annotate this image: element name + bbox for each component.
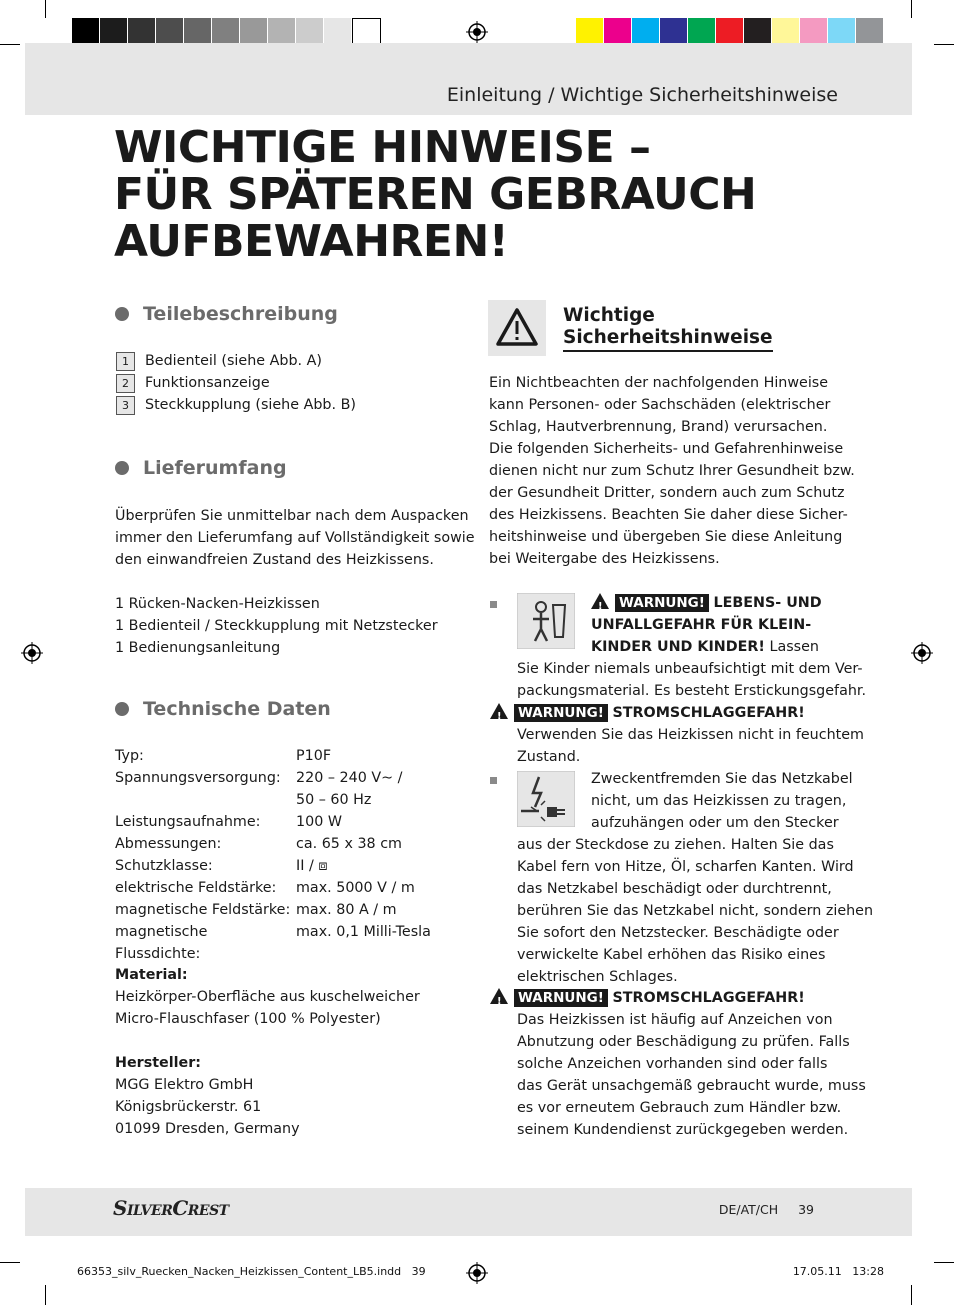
crop-mark <box>934 1262 954 1263</box>
material-block: Material: Heizkörper-Oberfläche aus kuschelweicher Micro-Flauschfaser (100 % Polyester) <box>115 967 420 1027</box>
registration-mark-icon <box>466 21 488 43</box>
square-bullet-icon <box>490 777 497 784</box>
main-title-line: WICHTIGE HINWEISE – <box>114 122 651 173</box>
footer-page-info <box>719 1202 814 1217</box>
warning-triangle-icon <box>488 300 546 356</box>
registration-mark-icon <box>466 1262 488 1284</box>
warning-block-2: !WARNUNG! STROMSCHLAGGEFAHR! <box>490 702 805 724</box>
warning-badge: WARNUNG! <box>615 594 709 612</box>
crop-mark <box>0 44 20 45</box>
list-item: 1 Bedienteil (siehe Abb. A) <box>116 350 356 372</box>
warning-block-1: !WARNUNG! LEBENS- UND UNFALLGEFAHR FÜR KLEIN- KINDER UND KINDER! Lassen <box>591 592 822 658</box>
delivery-list <box>115 593 438 659</box>
registration-mark-icon <box>21 642 43 664</box>
date-time: 17.05.11 13:28 <box>792 1265 884 1278</box>
list-item: 3 Steckkupplung (siehe Abb. B) <box>116 394 356 416</box>
warning-badge: WARNUNG! <box>514 989 608 1007</box>
main-title-line: AUFBEWAHREN! <box>114 216 509 267</box>
bullet-icon <box>115 461 129 475</box>
table-row: 50 – 60 Hz <box>296 792 372 808</box>
warning-triangle-icon <box>490 703 508 719</box>
crop-mark <box>0 1262 20 1263</box>
warning-triangle-icon <box>591 593 609 609</box>
table-row: Abmessungen: ca. 65 x 38 cm <box>115 836 402 852</box>
safety-intro: Ein Nichtbeachten der nachfolgenden Hinweise kann Personen- oder Sachschäden (elektrischer Schlag, Hautverbrennung, Brand) verursachen. Die folgenden Sicherheits- und Gefahrenhinweise dienen nicht nur zum Schutz Ihrer Gesundheit bzw. der Gesundheit Dritter, sondern auch zum Schutz des Heizkissens. Beachten Sie daher diese Sicher- heitshinweise und übergeben Sie diese Anleitung bei Weitergabe des Heizkissens. <box>489 375 855 567</box>
caution-cable-block: Zweckentfremden Sie das Netzkabel nicht, um das Heizkissen zu tragen, aufzuhängen oder um den Stecker <box>591 771 853 831</box>
table-row: elektrische Feldstärke: max. 5000 V / m <box>115 880 415 896</box>
registration-mark-icon <box>911 642 933 664</box>
bullet-icon <box>115 307 129 321</box>
file-info: 66353_silv_Ruecken_Nacken_Heizkissen_Content_LB5.indd 39 <box>77 1265 426 1278</box>
safety-heading: Wichtige Sicherheitshinweise <box>563 305 773 352</box>
list-item: 1 Bedienungsanleitung <box>115 640 281 656</box>
list-item: 1 Bedienteil / Steckkupplung mit Netzstecker <box>115 618 438 634</box>
main-title <box>114 124 756 265</box>
child-warning-icon <box>517 593 575 649</box>
table-row: magnetische Flussdichte: max. 0,1 Milli-Tesla <box>115 924 431 962</box>
tech-spec-table <box>115 745 431 965</box>
page-number: 39 <box>798 1202 814 1217</box>
delivery-intro: Überprüfen Sie unmittelbar nach dem Auspacken immer den Lieferumfang auf Vollständigkeit sowie den einwandfreien Zustand des Heizkissens. <box>115 508 475 568</box>
warning-block-2-cont: Verwenden Sie das Heizkissen nicht in feuchtem Zustand. <box>517 727 864 765</box>
table-row: Spannungsversorgung: 220 – 240 V∼ / <box>115 770 403 786</box>
manufacturer-block: Hersteller: MGG Elektro GmbH Königsbrückerstr. 61 01099 Dresden, Germany <box>115 1055 300 1137</box>
warning-block-3-cont: Das Heizkissen ist häufig auf Anzeichen von Abnutzung oder Beschädigung zu prüfen. Falls solche Anzeichen vorhanden sind oder falls das Gerät unsachgemäß gebraucht wurde, muss es vor erneutem Gebrauch zum Händler bzw. seinem Kundendienst zurückgegeben werden. <box>517 1012 866 1138</box>
crop-mark <box>45 1285 46 1305</box>
table-row: Leistungsaufnahme: 100 W <box>115 814 342 830</box>
list-item: 2 Funktionsanzeige <box>116 372 356 394</box>
parts-list <box>116 350 356 416</box>
warning-badge: WARNUNG! <box>514 704 608 722</box>
crop-mark <box>911 1285 912 1305</box>
crop-mark <box>45 0 46 18</box>
region-label: DE/AT/CH <box>718 1202 779 1217</box>
brand-logo: SilverCrest <box>113 1196 229 1220</box>
bullet-icon <box>115 702 129 716</box>
section-title: Einleitung / Wichtige Sicherheitshinweise <box>446 84 838 106</box>
list-item: 1 Rücken-Nacken-Heizkissen <box>115 596 320 612</box>
caution-cable-block-cont: aus der Steckdose zu ziehen. Halten Sie das Kabel fern von Hitze, Öl, scharfen Kanten. Wird das Netzkabel beschädigt oder durchtrennt, berühren Sie das Netzkabel nicht, sondern ziehen Sie sofort den Netzstecker. Beschädigte oder verwickelte Kabel erhöhen das Risiko eines elektrischen Schlages. <box>517 837 874 985</box>
table-row: Typ: P10F <box>115 748 332 764</box>
cable-hazard-icon <box>517 771 575 827</box>
delivery-heading: Lieferumfang <box>115 457 287 479</box>
crop-mark <box>934 44 954 45</box>
main-title-line: FÜR SPÄTEREN GEBRAUCH <box>114 169 757 220</box>
warning-triangle-icon <box>490 988 508 1004</box>
square-bullet-icon <box>490 601 497 608</box>
crop-mark <box>911 0 912 18</box>
table-row: Schutzklasse: II / ⧈ <box>115 858 328 874</box>
tech-heading: Technische Daten <box>115 698 331 720</box>
parts-heading: Teilebeschreibung <box>115 303 338 325</box>
warning-block-3: !WARNUNG! STROMSCHLAGGEFAHR! <box>490 987 805 1009</box>
warning-block-1-cont: Sie Kinder niemals unbeaufsichtigt mit dem Ver- packungsmaterial. Es besteht Erstickungsgefahr. <box>517 661 867 699</box>
table-row: magnetische Feldstärke: max. 80 A / m <box>115 902 397 918</box>
